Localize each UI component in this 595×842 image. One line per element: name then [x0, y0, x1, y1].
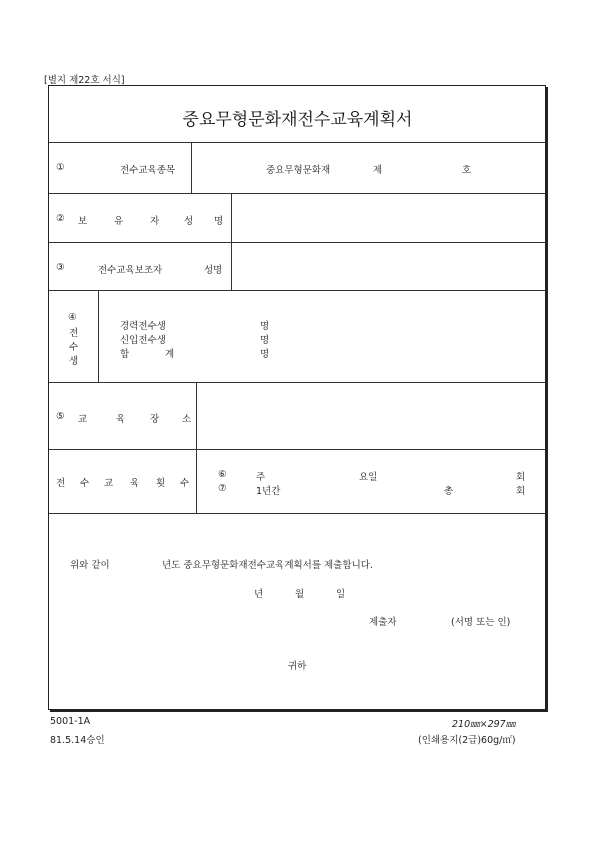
unit-label: 명	[260, 349, 270, 360]
date-month-label: 월	[295, 589, 305, 600]
statement-prefix: 위와 같이	[70, 560, 110, 571]
field-label-trainee-char: 전	[69, 328, 79, 339]
field-label-subject: 전수교육종목	[120, 165, 176, 176]
divider	[49, 142, 545, 143]
experienced-trainee-label: 경력전수생	[120, 321, 166, 332]
field-label-holder-char: 성	[184, 216, 194, 227]
field-label-holder-char: 명	[214, 216, 224, 227]
form-code: 5001-1A	[50, 716, 91, 727]
field-label-holder-char: 보	[78, 216, 88, 227]
field-label-place-char: 교	[78, 414, 88, 425]
times-label: 회	[516, 486, 526, 497]
yearly-label: 1년간	[256, 486, 281, 497]
field-label-place-char: 소	[182, 414, 192, 425]
approval-date: 81.5.14승인	[50, 735, 105, 746]
row-number: ⑦	[218, 483, 227, 494]
submitter-label: 제출자	[369, 617, 397, 628]
holder-name-field[interactable]	[232, 194, 544, 241]
field-label-count-char: 육	[130, 478, 140, 489]
row-number: ④	[68, 312, 77, 323]
field-value-suffix: 호	[462, 165, 472, 176]
date-day-label: 일	[336, 589, 346, 600]
field-label-count-char: 수	[180, 478, 190, 489]
paper-spec: (인쇄용지(2급)60g/㎡)	[418, 735, 516, 746]
signature-label: (서명 또는 인)	[451, 617, 511, 628]
weekday-label: 요일	[359, 472, 378, 483]
field-label-trainee-char: 생	[69, 356, 79, 367]
field-label-place-char: 육	[116, 414, 126, 425]
field-label-trainee-char: 수	[69, 342, 79, 353]
times-label: 회	[516, 472, 526, 483]
row-number: ⑤	[56, 411, 65, 422]
date-year-label: 년	[254, 589, 264, 600]
field-value-prefix: 제	[373, 165, 383, 176]
paper-size: 210㎜×297㎜	[452, 719, 516, 730]
row-number: ①	[56, 162, 65, 173]
divider	[49, 513, 545, 514]
field-label-count-char: 수	[80, 478, 90, 489]
document-title: 중요무형문화재전수교육계획서	[182, 110, 413, 130]
total-label-char: 계	[165, 349, 175, 360]
divider	[49, 449, 545, 450]
field-label-holder-char: 유	[114, 216, 124, 227]
field-label-place-char: 장	[150, 414, 160, 425]
field-label-count-char: 전	[56, 478, 66, 489]
education-place-field[interactable]	[197, 383, 544, 448]
row-number: ③	[56, 262, 65, 273]
field-label-assistant: 전수교육보조자	[98, 265, 163, 276]
divider	[191, 142, 192, 193]
row-number: ⑥	[218, 469, 227, 480]
weekly-label: 주	[256, 472, 266, 483]
unit-label: 명	[260, 335, 270, 346]
unit-label: 명	[260, 321, 270, 332]
total-prefix-label: 총	[444, 486, 454, 497]
new-trainee-label: 신입전수생	[120, 335, 166, 346]
divider	[98, 290, 99, 382]
total-label-char: 합	[120, 349, 130, 360]
assistant-name-field[interactable]	[232, 243, 544, 289]
field-value-category: 중요무형문화재	[266, 165, 331, 176]
field-label-count-char: 횟	[156, 478, 166, 489]
divider	[49, 290, 545, 291]
field-label-name: 성명	[204, 265, 223, 276]
field-label-holder-char: 자	[150, 216, 160, 227]
statement-text: 년도 중요무형문화재전수교육계획서를 제출합니다.	[162, 560, 373, 571]
row-number: ②	[56, 213, 65, 224]
form-label: [별지 제22호 서식]	[44, 75, 125, 86]
field-label-count-char: 교	[104, 478, 114, 489]
addressee-label: 귀하	[288, 661, 307, 672]
